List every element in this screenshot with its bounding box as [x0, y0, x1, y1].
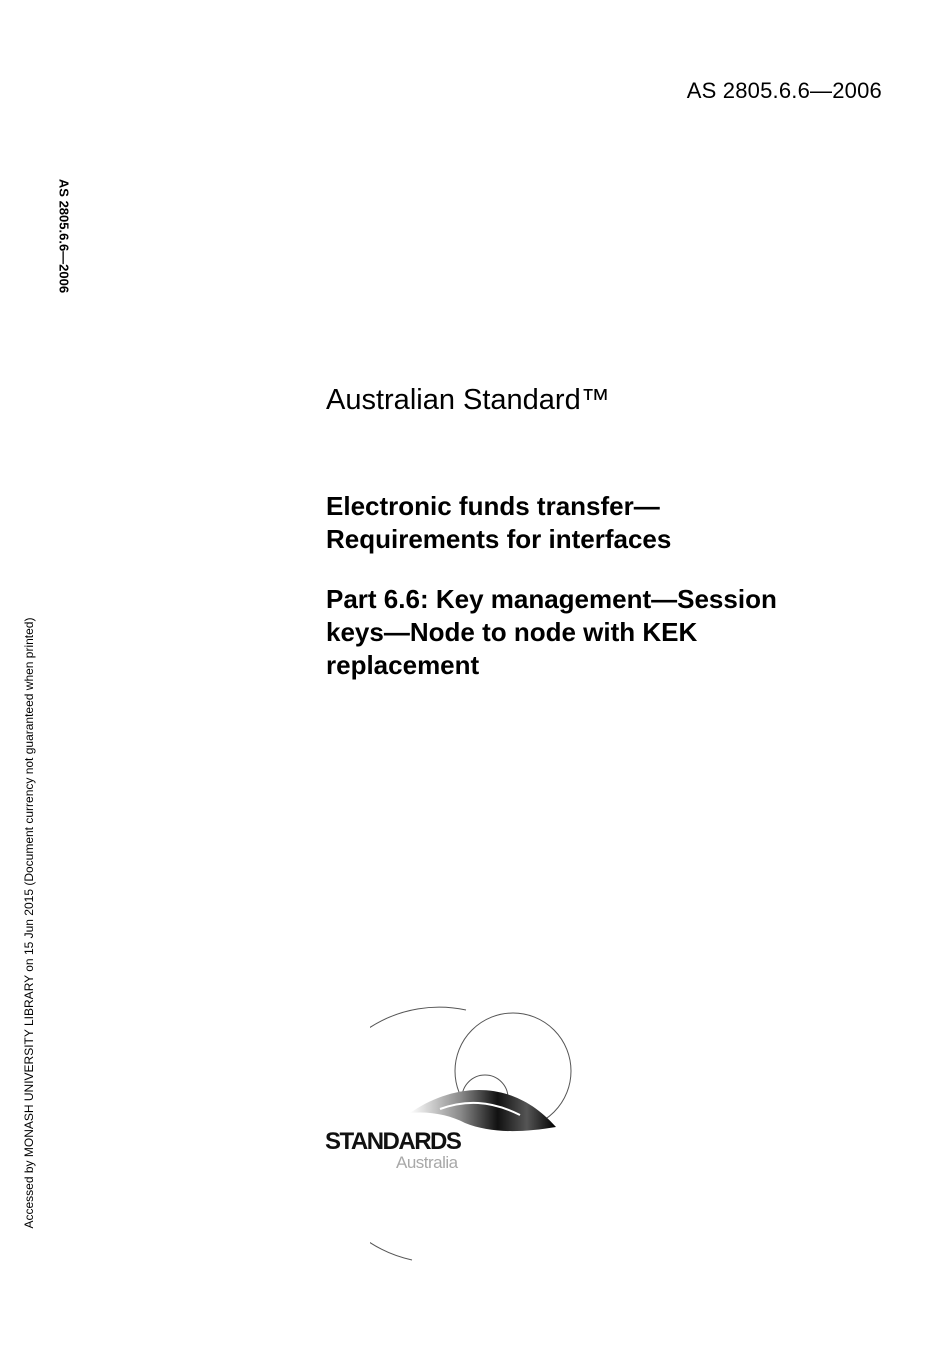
- logo-wordmark: STANDARDS: [325, 1128, 461, 1155]
- standard-label: Australian Standard™: [326, 384, 610, 416]
- logo-subtitle: Australia: [396, 1153, 458, 1172]
- document-title: [326, 490, 671, 556]
- subtitle-line: Part 6.6: Key management—Session: [326, 584, 777, 614]
- subtitle-line: replacement: [326, 650, 480, 680]
- document-number: AS 2805.6.6—2006: [686, 78, 882, 103]
- access-notice: Accessed by MONASH UNIVERSITY LIBRARY on 15 Jun 2015 (Document currency not guaranteed when printed): [22, 617, 36, 1229]
- spine-document-number: AS 2805.6.6—2006: [56, 178, 72, 294]
- title-line: Requirements for interfaces: [326, 524, 672, 554]
- subtitle-line: keys—Node to node with KEK: [326, 617, 698, 647]
- document-subtitle: [326, 583, 866, 682]
- title-line: Electronic funds transfer—: [326, 491, 660, 521]
